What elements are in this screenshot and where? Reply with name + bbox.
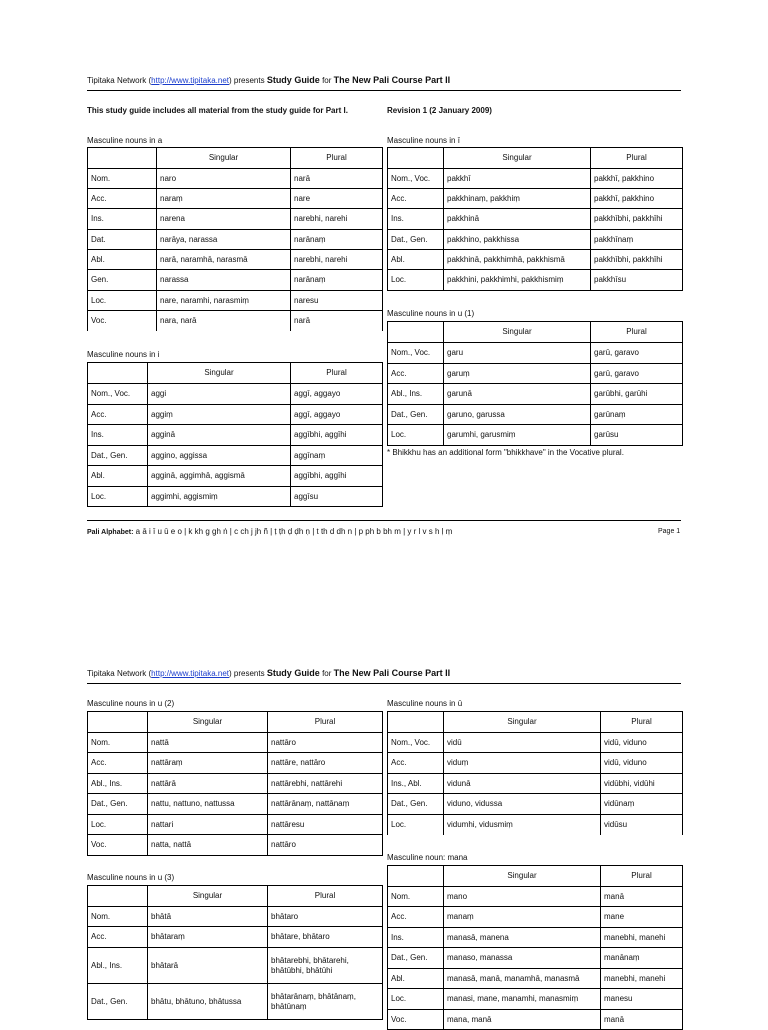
col-plural: Plural xyxy=(268,886,383,907)
header-for: for xyxy=(322,669,332,678)
table-row: Abl., Ins. bhātarā bhātarebhi, bhātarehi, bhātūbhi, bhātūhi xyxy=(88,948,383,984)
table-masc-u2 xyxy=(87,711,383,856)
table-row: Loc. manasi, mane, manamhi, manasmiṃ manesu xyxy=(388,989,683,1010)
table-row: Voc. natta, nattā nattāro xyxy=(88,835,383,856)
caption-masc-u2: Masculine nouns in u (2) xyxy=(87,699,175,708)
table-row: Ins. narena narebhi, narehi xyxy=(88,209,383,230)
alphabet-label: Pali Alphabet: xyxy=(87,529,134,536)
table-masc-ii xyxy=(387,147,683,291)
table-row: Abl., Ins. nattārā nattārebhi, nattārehi xyxy=(88,774,383,794)
table-row: Dat. narāya, narassa narānaṃ xyxy=(88,230,383,250)
table-row: Abl. manasā, manā, manamhā, manasmā manebhi, manehi xyxy=(388,969,683,989)
caption-masc-mana: Masculine noun: mana xyxy=(387,853,468,862)
site-link[interactable]: http://www.tipitaka.net xyxy=(151,76,229,85)
revision-text: Revision 1 (2 January 2009) xyxy=(387,106,492,115)
page-number: Page 1 xyxy=(658,528,681,535)
caption-masc-ii: Masculine nouns in ī xyxy=(387,136,460,145)
page-header: Tipitaka Network (http://www.tipitaka.net) presents Study Guide for The New Pali Course Part II xyxy=(87,74,681,91)
col-singular: Singular xyxy=(444,866,601,887)
page-header-2: Tipitaka Network (http://www.tipitaka.net) presents Study Guide for The New Pali Course Part II xyxy=(87,667,681,684)
col-singular: Singular xyxy=(148,712,268,733)
col-plural: Plural xyxy=(601,866,683,887)
table-row: Loc. nattari nattāresu xyxy=(88,815,383,835)
table-row: Nom., Voc. pakkhī pakkhī, pakkhino xyxy=(388,169,683,189)
table-row: Nom., Voc. aggi aggī, aggayo xyxy=(88,384,383,405)
table-row: Dat., Gen. viduno, vidussa vidūnaṃ xyxy=(388,794,683,815)
col-plural: Plural xyxy=(291,148,383,169)
table-row: Nom. mano manā xyxy=(388,887,683,907)
table-row: Acc. nattāraṃ nattāre, nattāro xyxy=(88,753,383,774)
table-row: Dat., Gen. aggino, aggissa aggīnaṃ xyxy=(88,446,383,466)
header-presents: presents xyxy=(233,76,265,85)
caption-masc-uu: Masculine nouns in ū xyxy=(387,699,463,708)
table-row: Nom. bhātā bhātaro xyxy=(88,907,383,927)
col-singular: Singular xyxy=(157,148,291,169)
table-row: Nom., Voc. garu garū, garavo xyxy=(388,343,683,364)
table-masc-mana xyxy=(387,865,683,1030)
table-row: Abl., Ins. garunā garūbhi, garūhi xyxy=(388,384,683,405)
table-row: Dat., Gen. garuno, garussa garūnaṃ xyxy=(388,405,683,425)
table-row: Loc. vidumhi, vidusmiṃ vidūsu xyxy=(388,815,683,835)
header-course: The New Pali Course Part II xyxy=(333,75,451,85)
table-row: Nom. naro narā xyxy=(88,169,383,189)
col-singular: Singular xyxy=(444,148,591,169)
caption-masc-u3: Masculine nouns in u (3) xyxy=(87,873,175,882)
table-row: Loc. nare, naramhi, narasmiṃ naresu xyxy=(88,291,383,311)
table-row: Gen. narassa narānaṃ xyxy=(88,270,383,291)
table-row: Abl. agginā, aggimhā, aggismā aggībhi, aggīhi xyxy=(88,466,383,487)
site-link[interactable]: http://www.tipitaka.net xyxy=(151,669,229,678)
table-row: Acc. viduṃ vidū, viduno xyxy=(388,753,683,774)
col-plural: Plural xyxy=(591,322,683,343)
table-row: Voc. mana, manā manā xyxy=(388,1010,683,1030)
table-row: Acc. manaṃ mane xyxy=(388,907,683,928)
table-row: Nom. nattā nattāro xyxy=(88,733,383,753)
table-row: Abl. narā, naramhā, narasmā narebhi, narehi xyxy=(88,250,383,270)
col-plural: Plural xyxy=(268,712,383,733)
col-singular: Singular xyxy=(148,886,268,907)
table-masc-u3 xyxy=(87,885,383,1020)
table-row: Ins., Abl. vidunā vidūbhi, vidūhi xyxy=(388,774,683,794)
site-name: Tipitaka Network xyxy=(87,76,147,85)
intro-text: This study guide includes all material from the study guide for Part I. xyxy=(87,106,348,115)
alphabet-letters: a ā i ī u ū e o | k kh g gh ṅ | c ch j jh ñ | ṭ ṭh ḍ ḍh ṇ | t th d dh n | p ph b bh m | y r l v s h ḷ ṃ xyxy=(135,527,453,536)
table-row: Acc. aggiṃ aggī, aggayo xyxy=(88,405,383,425)
caption-masc-i: Masculine nouns in i xyxy=(87,350,160,359)
table-row: Dat., Gen. pakkhino, pakkhissa pakkhīnaṃ xyxy=(388,230,683,250)
table-row: Ins. pakkhinā pakkhībhi, pakkhīhi xyxy=(388,209,683,230)
table-row: Abl. pakkhinā, pakkhimhā, pakkhismā pakkhībhi, pakkhīhi xyxy=(388,250,683,270)
col-singular: Singular xyxy=(148,363,291,384)
table-masc-uu xyxy=(387,711,683,835)
col-plural: Plural xyxy=(291,363,383,384)
col-plural: Plural xyxy=(591,148,683,169)
table-row: Acc. pakkhinaṃ, pakkhiṃ pakkhī, pakkhino xyxy=(388,189,683,209)
table-row: Acc. naraṃ nare xyxy=(88,189,383,209)
header-guide: Study Guide xyxy=(266,75,320,85)
table-row: Loc. aggimhi, aggismiṃ aggīsu xyxy=(88,487,383,507)
header-guide: Study Guide xyxy=(266,668,320,678)
header-for: for xyxy=(322,76,332,85)
table-masc-i xyxy=(87,362,383,507)
caption-masc-a: Masculine nouns in a xyxy=(87,136,163,145)
table-row: Acc. bhātaraṃ bhātare, bhātaro xyxy=(88,927,383,948)
table-row: Dat., Gen. manaso, manassa manānaṃ xyxy=(388,948,683,969)
footer-divider xyxy=(87,520,681,521)
bhikkhu-note: * Bhikkhu has an additional form "bhikkhave" in the Vocative plural. xyxy=(387,448,624,457)
site-name: Tipitaka Network xyxy=(87,669,147,678)
header-course: The New Pali Course Part II xyxy=(333,668,451,678)
table-row: Ins. agginā aggībhi, aggīhi xyxy=(88,425,383,446)
table-row: Loc. garumhi, garusmiṃ garūsu xyxy=(388,425,683,446)
table-masc-u1 xyxy=(387,321,683,446)
header-presents: presents xyxy=(233,669,265,678)
table-row: Acc. garuṃ garū, garavo xyxy=(388,364,683,384)
table-row: Dat., Gen. bhātu, bhātuno, bhātussa bhātarānaṃ, bhātānaṃ, bhātūnaṃ xyxy=(88,984,383,1020)
col-plural: Plural xyxy=(601,712,683,733)
table-row: Ins. manasā, manena manebhi, manehi xyxy=(388,928,683,948)
pali-alphabet xyxy=(87,527,452,536)
table-masc-a xyxy=(87,147,383,331)
table-row: Dat., Gen. nattu, nattuno, nattussa nattārānaṃ, nattānaṃ xyxy=(88,794,383,815)
caption-masc-u1: Masculine nouns in u (1) xyxy=(387,309,475,318)
col-singular: Singular xyxy=(444,712,601,733)
table-row: Loc. pakkhini, pakkhimhi, pakkhismiṃ pakkhīsu xyxy=(388,270,683,291)
col-singular: Singular xyxy=(444,322,591,343)
table-row: Nom., Voc. vidū vidū, viduno xyxy=(388,733,683,753)
table-row: Voc. nara, narā narā xyxy=(88,311,383,331)
